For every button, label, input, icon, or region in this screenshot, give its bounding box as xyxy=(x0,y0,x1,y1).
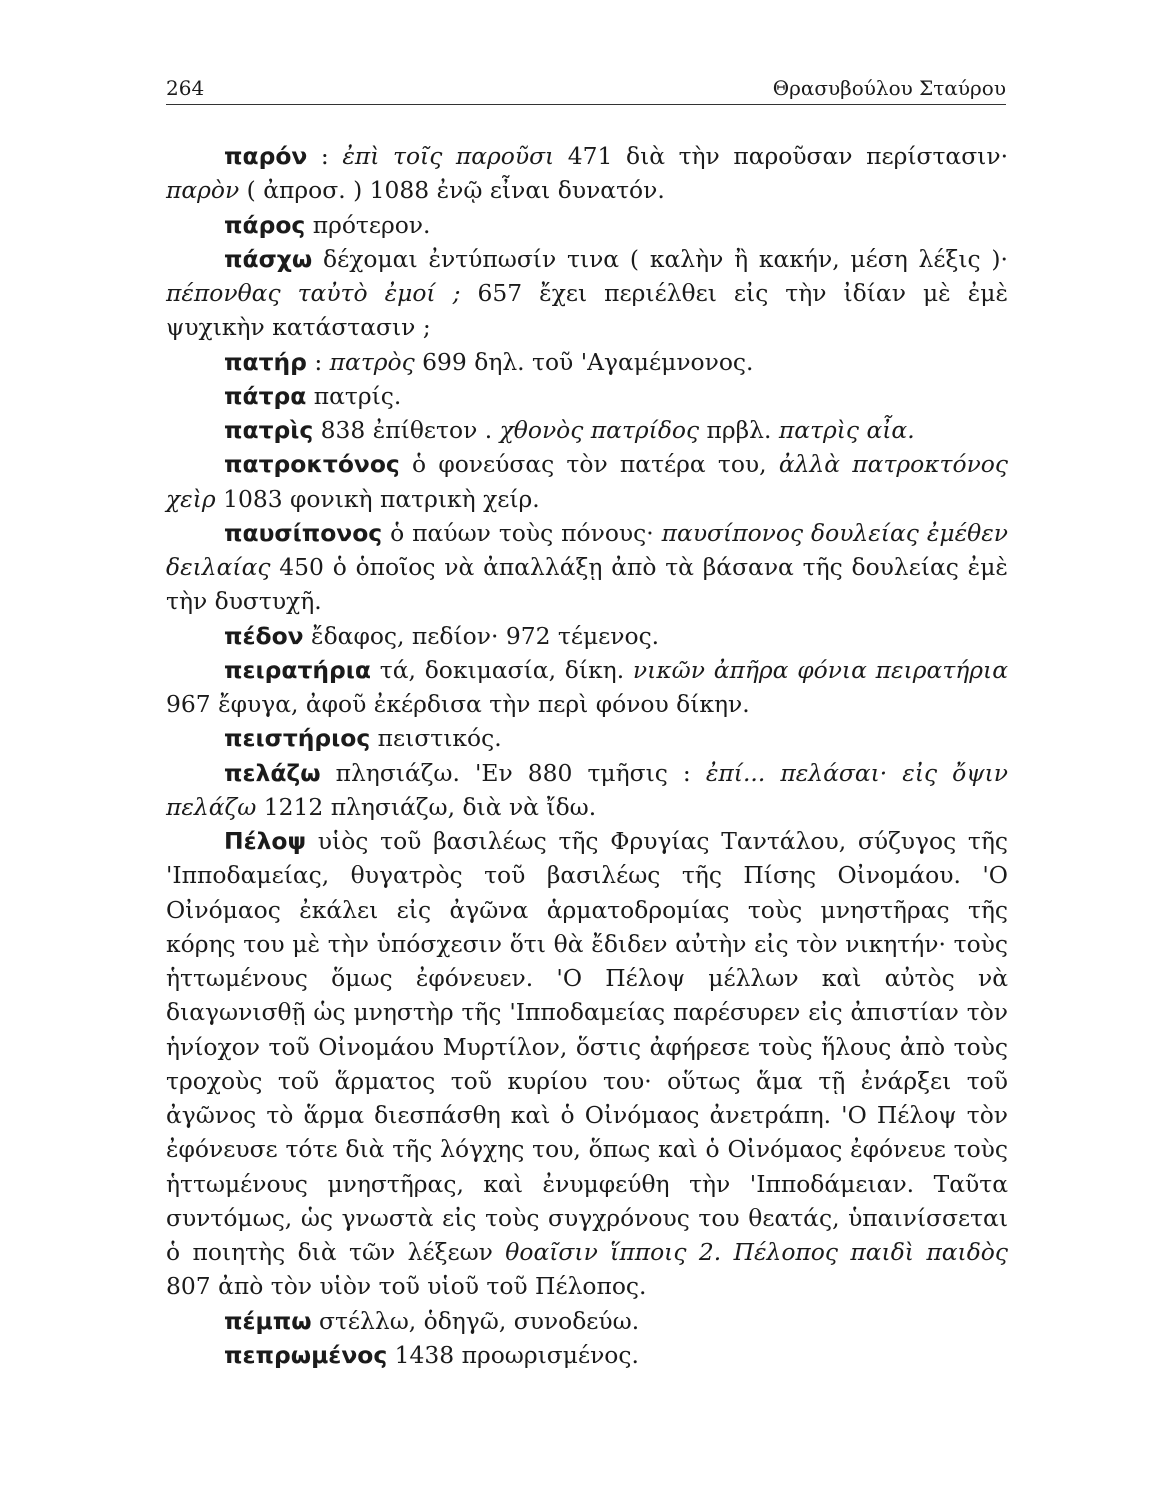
entry-headword: πάτρα xyxy=(224,381,307,410)
entry-headword: πατρὶς xyxy=(224,416,314,444)
entry-text: πρβλ. xyxy=(699,416,779,444)
page-number: 264 xyxy=(166,76,205,100)
entry-headword: πάρος xyxy=(224,210,306,239)
glossary-entry xyxy=(166,721,1008,755)
glossary-entry xyxy=(166,379,1008,413)
glossary-text xyxy=(166,139,1008,1372)
glossary-entry xyxy=(166,653,1008,722)
entry-quotation: πατρὸς xyxy=(329,347,415,376)
entry-text: 657 ἔχει περιέλθει εἰς τὴν ἰδίαν μὲ ἐμὲ ψυχικὴν κατάστασιν ; xyxy=(166,279,1009,342)
entry-headword: πατροκτόνος xyxy=(224,450,400,479)
glossary-entry xyxy=(166,824,1008,1304)
entry-text: δέχομαι ἐντύπωσίν τινα ( καλὴν ἢ κακήν, μέση λέξις )· xyxy=(312,244,1008,273)
entry-quotation: ἐπὶ τοῖς παροῦσι xyxy=(342,142,555,170)
glossary-entry xyxy=(166,208,1008,242)
entry-quotation: θοαῖσιν ἵπποις 2. Πέλοπος παιδὶ παιδὸς xyxy=(505,1238,1008,1266)
entry-headword: παυσίπονος xyxy=(224,518,383,547)
glossary-entry xyxy=(166,413,1008,447)
entry-text: 450 ὁ ὁποῖος νὰ ἀπαλλάξῃ ἀπὸ τὰ βάσανα τῆς δουλείας ἐμὲ τὴν δυστυχῆ. xyxy=(166,553,1008,616)
glossary-entry xyxy=(166,242,1008,345)
entry-text: 1212 πλησιάζω, διὰ νὰ ἴδω. xyxy=(256,792,597,821)
entry-text: 699 δηλ. τοῦ 'Αγαμέμνονος. xyxy=(414,347,754,376)
entry-text: 1083 φονικὴ πατρικὴ χείρ. xyxy=(215,484,540,513)
entry-headword: πεπρωμένος xyxy=(224,1340,388,1369)
entry-text: ὁ φονεύσας τὸν πατέρα του, xyxy=(399,450,779,479)
entry-text: : xyxy=(307,142,343,170)
running-title: Θρασυβούλου Σταύρου xyxy=(772,76,1006,100)
glossary-entry xyxy=(166,447,1008,516)
entry-text: τά, δοκιμασία, δίκη. xyxy=(370,655,633,684)
glossary-entry xyxy=(166,619,1008,653)
entry-text: στέλλω, ὁδηγῶ, συνοδεύω. xyxy=(311,1306,640,1335)
entry-text: 471 διὰ τὴν παροῦσαν περίστασιν· xyxy=(554,142,1008,170)
glossary-entry xyxy=(166,345,1008,379)
entry-quotation: πατρὶς αἶα. xyxy=(778,416,915,444)
entry-quotation: πέπονθας ταὐτὸ ἐμοί ; xyxy=(166,279,461,307)
entry-text: ὁ παύων τοὺς πόνους· xyxy=(382,518,662,547)
entry-headword: πατήρ xyxy=(224,347,307,376)
entry-text: ἔδαφος, πεδίον· 972 τέμενος. xyxy=(303,621,660,650)
glossary-entry xyxy=(166,516,1008,619)
entry-headword: πέμπω xyxy=(224,1306,312,1335)
entry-text: πλησιάζω. 'Εν 880 τμῆσις : xyxy=(320,758,706,787)
entry-headword: Πέλοψ xyxy=(224,827,307,855)
entry-text: πειστικός. xyxy=(370,724,502,753)
entry-text: 807 ἀπὸ τὸν υἱὸν τοῦ υἱοῦ τοῦ Πέλοπος. xyxy=(166,1272,647,1301)
entry-quotation: παρὸν xyxy=(166,176,240,205)
entry-headword: παρόν xyxy=(224,142,308,170)
entry-text: ( ἀπροσ. ) 1088 ἐνῷ εἶναι δυνατόν. xyxy=(239,176,665,205)
entry-headword: πέδον xyxy=(224,621,304,650)
glossary-entry xyxy=(166,1304,1008,1338)
entry-quotation: ἐπί... πελάσαι· εἰς ὄψιν πελάζω xyxy=(166,758,1008,821)
entry-text: πατρίς. xyxy=(306,381,402,410)
entry-quotation: χθονὸς πατρίδος xyxy=(499,416,700,444)
entry-quotation: νικῶν ἀπῆρα φόνια πειρατήρια xyxy=(632,655,1008,684)
entry-headword: πάσχω xyxy=(224,244,313,273)
entry-headword: πειρατήρια xyxy=(224,655,371,684)
glossary-entry xyxy=(166,756,1008,825)
glossary-entry xyxy=(166,139,1008,208)
entry-text: 1438 προωρισμένος. xyxy=(387,1340,639,1369)
entry-text: 838 ἐπίθετον . xyxy=(313,416,500,444)
page-header xyxy=(166,70,1006,105)
entry-quotation: παυσίπονος δουλείας ἐμέθεν δειλαίας xyxy=(166,518,1009,581)
entry-text: : xyxy=(306,347,330,376)
entry-headword: πειστήριος xyxy=(224,724,371,753)
entry-text: πρότερον. xyxy=(305,210,431,239)
entry-quotation: ἀλλὰ πατροκτόνος χεὶρ xyxy=(166,450,1008,513)
glossary-entry xyxy=(166,1338,1008,1372)
entry-headword: πελάζω xyxy=(224,758,321,787)
entry-text: υἱὸς τοῦ βασιλέως τῆς Φρυγίας Ταντάλου, σύζυγος τῆς 'Ιπποδαμείας, θυγατρὸς τοῦ βασιλέως τῆς Πίσης Οἰνομάου. 'Ο Οἰνόμαος ἐκάλει εἰς ἀγῶνα ἁρματοδρομίας τοὺς μνηστῆρας τῆς κόρης του μὲ τὴν ὑπόσχεσιν ὅτι θὰ ἔδιδεν αὐτὴν εἰς τὸν νικητήν· τοὺς ἡττωμένους ὅμως ἐφόνευεν. 'Ο Πέλοψ μέλλων καὶ αὐτὸς νὰ διαγωνισθῇ ὡς μνηστὴρ τῆς 'Ιπποδαμείας παρέσυρεν εἰς ἀπιστίαν τὸν ἡνίοχον τοῦ Οἰνομάου Μυρτίλον, ὅστις ἀφήρεσε τοὺς ἥλους ἀπὸ τοὺς τροχοὺς τοῦ ἅρματος τοῦ κυρίου του· οὕτως ἅμα τῇ ἐνάρξει τοῦ ἀγῶνος τὸ ἅρμα διεσπάσθη καὶ ὁ Οἰνόμαος ἀνετράπη. 'Ο Πέλοψ τὸν ἐφόνευσε τότε διὰ τῆς λόγχης του, ὅπως καὶ ὁ Οἰνόμαος ἐφόνευε τοὺς ἡττωμένους μνηστῆρας, καὶ ἐνυμφεύθη τὴν 'Ιπποδάμειαν. Ταῦτα συντόμως, ὡς γνωστὰ εἰς τοὺς συγχρόνους του θεατάς, ὑπαινίσσεται ὁ ποιητὴς διὰ τῶν λέξεων xyxy=(166,827,1008,1266)
entry-text: 967 ἔφυγα, ἀφοῦ ἐκέρδισα τὴν περὶ φόνου δίκην. xyxy=(166,690,750,718)
